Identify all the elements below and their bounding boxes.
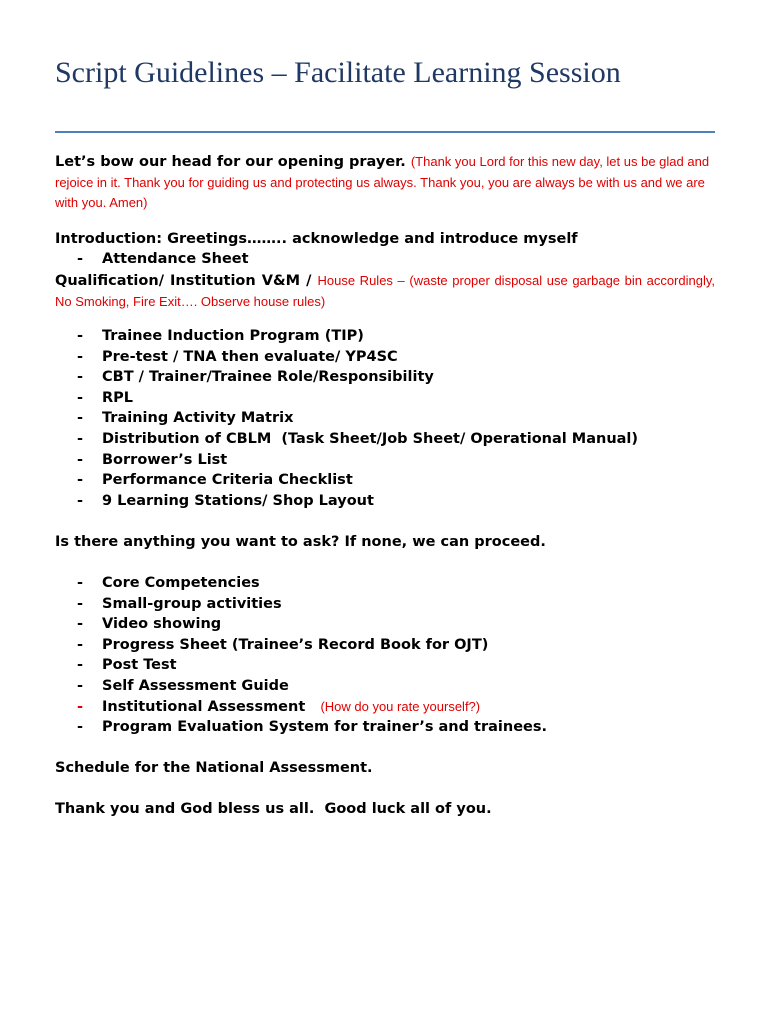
- list-item: [55, 635, 715, 656]
- bullet-dash: -: [77, 719, 84, 736]
- opening-prayer: [55, 151, 715, 212]
- list-item-text: Performance Criteria Checklist: [102, 472, 353, 489]
- list-item: [55, 594, 715, 615]
- bullet-dash: -: [77, 472, 84, 489]
- bullet-dash: -: [77, 451, 84, 468]
- list-item-text: Distribution of CBLM (Task Sheet/Job Sheet/ Operational Manual): [102, 430, 639, 447]
- list-item: [55, 614, 715, 635]
- list-item-text: CBT / Trainer/Trainee Role/Responsibility: [102, 369, 434, 386]
- qualification-label: Qualification/ Institution V&M /: [55, 273, 312, 289]
- title-underline: [55, 131, 715, 133]
- induction-list: [55, 326, 715, 511]
- list-item: [55, 676, 715, 697]
- list-item: [55, 450, 715, 471]
- list-item-text: Video showing: [102, 616, 222, 633]
- bullet-dash: -: [77, 369, 84, 386]
- list-item: [55, 470, 715, 491]
- list-item-text: Small-group activities: [102, 595, 282, 612]
- list-item-text: Trainee Induction Program (TIP): [102, 328, 364, 344]
- list-item-text: 9 Learning Stations/ Shop Layout: [102, 492, 374, 509]
- list-item-text: Institutional Assessment: [102, 698, 306, 715]
- introduction-line: Introduction: Greetings…….. acknowledge and introduce myself: [55, 231, 578, 247]
- list-item-institutional-assessment: [55, 697, 715, 718]
- bullet-dash: -: [77, 430, 84, 447]
- bullet-dash: -: [77, 328, 84, 344]
- bullet-dash: -: [77, 616, 84, 633]
- bullet-dash: -: [77, 575, 84, 591]
- list-item: [55, 367, 715, 388]
- list-item-text: Post Test: [102, 657, 177, 674]
- list-item-text: Training Activity Matrix: [102, 410, 294, 427]
- schedule-line: Schedule for the National Assessment.: [55, 760, 373, 776]
- prayer-text: (Thank you Lord for this new day, let us be glad and rejoice in it. Thank you for guiding us and protecting us always. Thank you, you are always be with us and we are with you. Amen): [55, 154, 710, 210]
- bullet-dash: -: [77, 410, 84, 427]
- house-rules-note: House Rules – (waste proper disposal use garbage bin accordingly, No Smoking, Fire Exit…. Observe house rules): [55, 273, 715, 309]
- list-item: [55, 347, 715, 368]
- bullet-dash: -: [77, 677, 84, 694]
- list-item-text: Pre-test / TNA then evaluate/ YP4SC: [102, 348, 398, 365]
- session-list: [55, 573, 715, 738]
- list-item: [55, 655, 715, 676]
- self-rating-note: (How do you rate yourself?): [320, 698, 481, 714]
- question-line: Is there anything you want to ask? If none, we can proceed.: [55, 534, 546, 550]
- prayer-instruction: Let’s bow our head for our opening prayer.: [55, 154, 406, 170]
- bullet-dash: -: [77, 636, 84, 653]
- list-item-text: RPL: [102, 389, 134, 406]
- list-item: [55, 491, 715, 512]
- list-item-text: Borrower’s List: [102, 451, 228, 468]
- list-item-text: Self Assessment Guide: [102, 677, 289, 694]
- bullet-dash: -: [77, 492, 84, 509]
- list-item: [55, 408, 715, 429]
- closing-line: Thank you and God bless us all. Good luck all of you.: [55, 801, 492, 817]
- list-item: [55, 573, 715, 594]
- list-item-text: Core Competencies: [102, 575, 260, 591]
- attendance-label: Attendance Sheet: [102, 251, 249, 267]
- bullet-dash: -: [77, 657, 84, 674]
- list-item-text: Program Evaluation System for trainer’s and trainees.: [102, 719, 548, 736]
- bullet-dash: -: [77, 251, 84, 267]
- qualification-line: [55, 270, 715, 311]
- list-item: [55, 717, 715, 738]
- document-title: Script Guidelines – Facilitate Learning Session: [55, 56, 621, 89]
- list-item: [55, 388, 715, 409]
- bullet-dash: -: [77, 698, 84, 715]
- bullet-dash: -: [77, 348, 84, 365]
- bullet-dash: -: [77, 389, 84, 406]
- list-item: [55, 429, 715, 450]
- list-item: [55, 326, 715, 347]
- list-item-text: Progress Sheet (Trainee’s Record Book for OJT): [102, 636, 489, 653]
- bullet-dash: -: [77, 595, 84, 612]
